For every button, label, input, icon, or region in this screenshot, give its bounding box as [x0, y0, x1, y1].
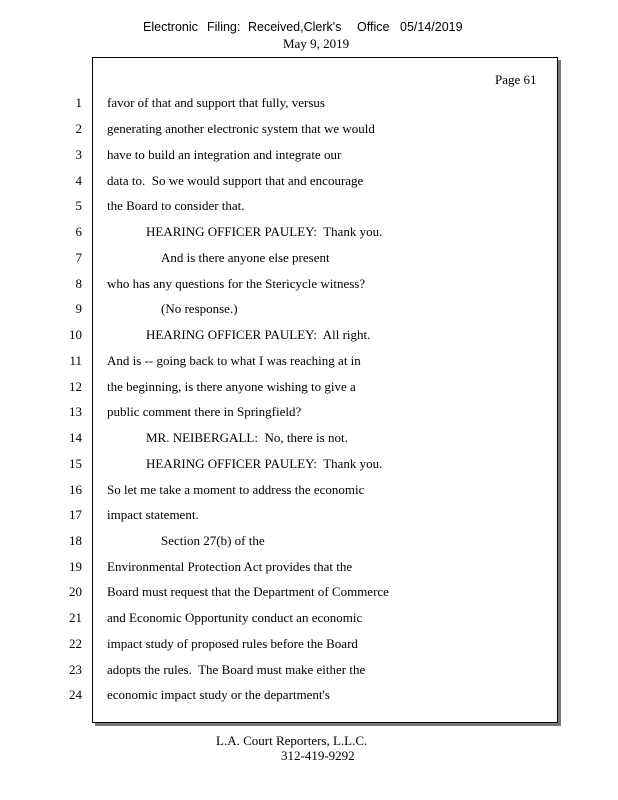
line-number: 3	[75, 147, 82, 162]
line-text: have to build an integration and integrate our	[107, 147, 342, 162]
line-text: HEARING OFFICER PAULEY: Thank you.	[146, 224, 383, 239]
line-text: Environmental Protection Act provides that the	[107, 559, 353, 574]
line-number: 23	[69, 662, 82, 677]
line-text: economic impact study or the department's	[107, 687, 330, 702]
court-reporter-name: L.A. Court Reporters, L.L.C.	[216, 733, 368, 748]
line-text: the beginning, is there anyone wishing to give a	[107, 379, 356, 394]
line-text: HEARING OFFICER PAULEY: All right.	[146, 327, 371, 342]
line-text: and Economic Opportunity conduct an economic	[107, 610, 363, 625]
stamp-office: Office	[357, 20, 390, 34]
line-number: 7	[75, 250, 82, 265]
stamp-date: 05/14/2019	[400, 20, 463, 34]
line-text: impact study of proposed rules before the Board	[107, 636, 358, 651]
line-number: 8	[75, 276, 82, 291]
line-number: 14	[69, 430, 82, 445]
line-number: 15	[69, 456, 82, 471]
line-number: 24	[69, 687, 82, 702]
line-number: 10	[69, 327, 82, 342]
line-text: And is -- going back to what I was reaching at in	[107, 353, 361, 368]
line-text: who has any questions for the Stericycle witness?	[107, 276, 366, 291]
line-text: adopts the rules. The Board must make either the	[107, 662, 366, 677]
line-text: public comment there in Springfield?	[107, 404, 302, 419]
line-number: 5	[75, 198, 82, 213]
line-number: 19	[69, 559, 82, 574]
line-number: 22	[69, 636, 82, 651]
line-number: 4	[75, 173, 82, 188]
stamp-received-clerks: Received,Clerk's	[248, 20, 342, 34]
line-number: 13	[69, 404, 82, 419]
line-number: 21	[69, 610, 82, 625]
line-text: favor of that and support that fully, versus	[107, 95, 325, 110]
line-text: So let me take a moment to address the economic	[107, 482, 365, 497]
stamp-electronic: Electronic	[143, 20, 198, 34]
page-number: Page 61	[495, 72, 537, 87]
line-text: (No response.)	[161, 301, 238, 316]
transcript-date: May 9, 2019	[283, 36, 350, 51]
line-number: 1	[75, 95, 82, 110]
line-text: generating another electronic system that we would	[107, 121, 375, 136]
court-reporter-phone: 312-419-9292	[281, 748, 355, 763]
line-text: HEARING OFFICER PAULEY: Thank you.	[146, 456, 383, 471]
line-number: 17	[69, 507, 82, 522]
line-number: 16	[69, 482, 82, 497]
line-number: 9	[75, 301, 82, 316]
line-number: 6	[75, 224, 82, 239]
line-number: 20	[69, 584, 82, 599]
line-number: 11	[69, 353, 82, 368]
line-text: MR. NEIBERGALL: No, there is not.	[146, 430, 348, 445]
line-text: And is there anyone else present	[161, 250, 330, 265]
line-number: 12	[69, 379, 82, 394]
line-number: 18	[69, 533, 82, 548]
line-text: data to. So we would support that and encourage	[107, 173, 364, 188]
line-text: the Board to consider that.	[107, 198, 245, 213]
stamp-filing: Filing:	[207, 20, 241, 34]
line-text: Board must request that the Department of Commerce	[107, 584, 389, 599]
line-text: impact statement.	[107, 507, 199, 522]
line-number: 2	[75, 121, 82, 136]
line-text: Section 27(b) of the	[161, 533, 265, 548]
